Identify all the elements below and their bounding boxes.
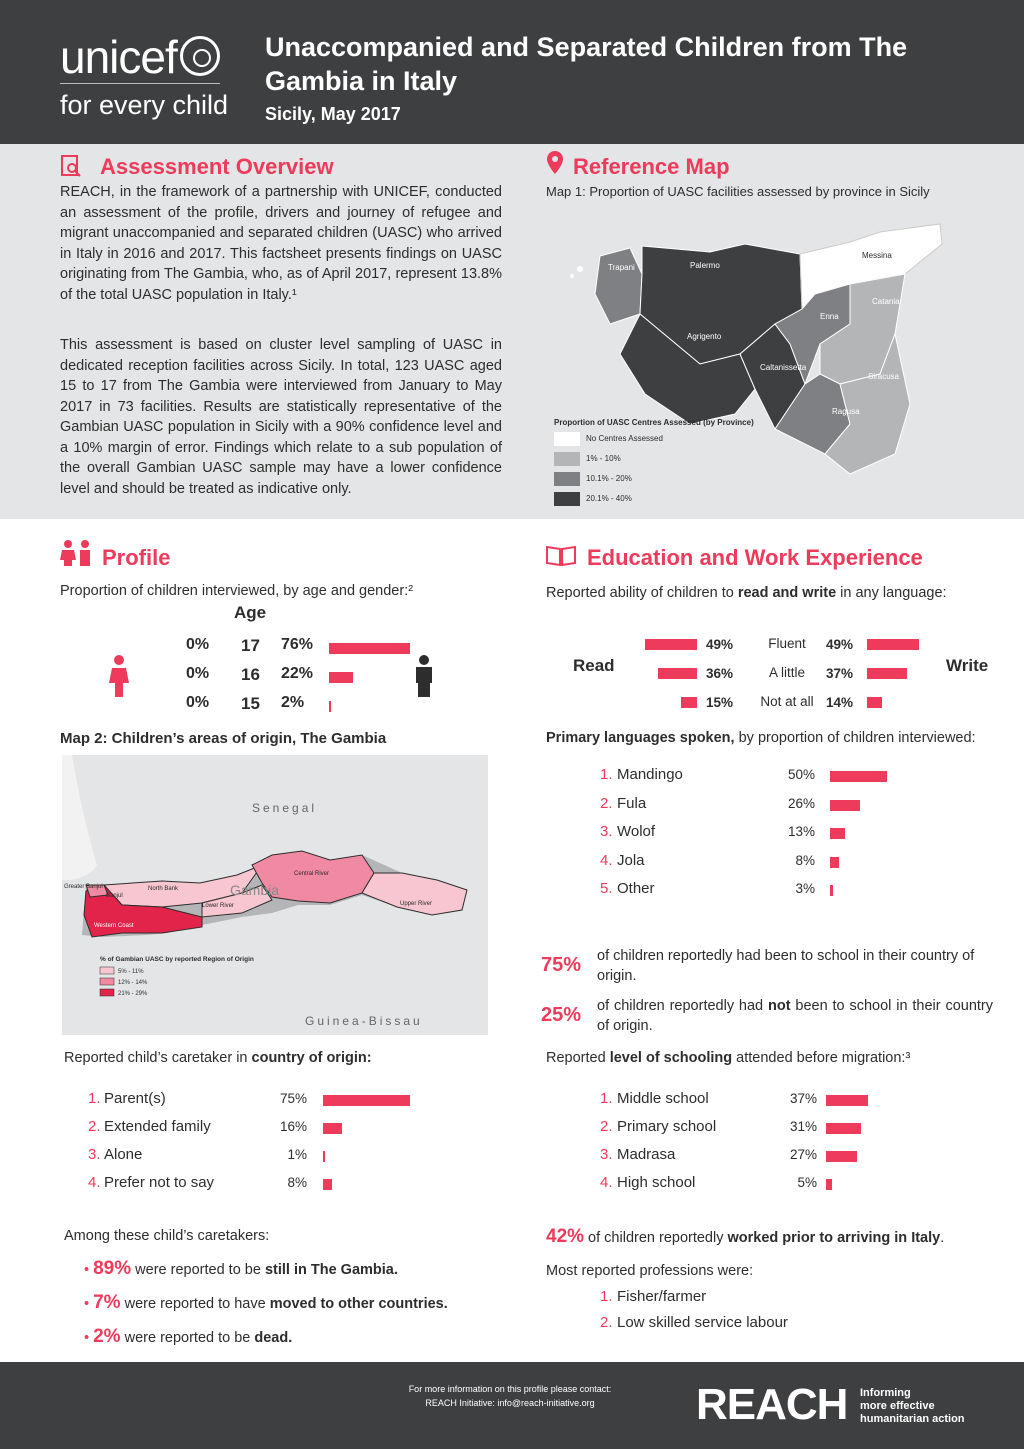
refmap-swatch-2 xyxy=(554,472,580,486)
unicef-tagline: for every child xyxy=(60,90,229,120)
footer xyxy=(0,1362,1024,1449)
refmap-swatch-0 xyxy=(554,432,580,446)
languages-lead: Primary languages spoken, by proportion of children interviewed: xyxy=(546,730,976,746)
bullet-pct: 89% xyxy=(93,1258,132,1279)
read-bar xyxy=(681,697,697,708)
caretaker-num: 4. xyxy=(88,1174,101,1191)
caretaker-num: 1. xyxy=(88,1090,101,1107)
label-senegal: Senegal xyxy=(252,801,318,815)
logo-divider xyxy=(60,83,220,84)
schooling-num: 3. xyxy=(600,1146,613,1163)
map2-title: Map 2: Children’s areas of origin, The Gambia xyxy=(60,730,387,747)
write-pct: 14% xyxy=(826,695,854,710)
skill-label: Not at all xyxy=(760,694,814,709)
refmap-caption: Map 1: Proportion of UASC facilities assessed by province in Sicily xyxy=(546,184,930,199)
caretaker-pct: 75% xyxy=(280,1091,308,1106)
caretaker-label: Alone xyxy=(104,1146,143,1163)
schooling-lead: Reported level of schooling attended before migration:³ xyxy=(546,1050,911,1066)
document-search-icon xyxy=(60,154,82,178)
write-pct: 49% xyxy=(826,637,854,652)
schooling-bar xyxy=(826,1151,857,1162)
schooling-pct: 27% xyxy=(789,1147,817,1162)
bullet-text: were reported to be xyxy=(120,1330,255,1346)
label-lower-river: Lower River xyxy=(202,903,235,909)
skill-label: A little xyxy=(768,665,806,680)
label-western-coast: Western Coast xyxy=(94,923,134,929)
label-ragusa: Ragusa xyxy=(832,407,860,416)
language-num: 2. xyxy=(600,794,613,812)
page-subtitle: Sicily, May 2017 xyxy=(265,104,401,124)
label-agrigento: Agrigento xyxy=(687,332,722,341)
refmap-legend-3: 20.1% - 40% xyxy=(586,494,632,503)
schooling-num: 1. xyxy=(600,1090,613,1107)
label-greater-banjul: Greater Banjul xyxy=(64,884,103,890)
bullet-dot: • xyxy=(84,1330,94,1346)
female-pct: 0% xyxy=(186,665,210,682)
age-value: 17 xyxy=(241,636,260,655)
language-label: Other xyxy=(617,880,655,897)
profession-num: 2. xyxy=(600,1314,613,1331)
read-bar xyxy=(658,668,697,679)
schooling-pct: 31% xyxy=(789,1119,817,1134)
language-label: Fula xyxy=(617,794,647,812)
map2-legend-2: 21% - 29% xyxy=(118,991,148,997)
label-palermo: Palermo xyxy=(690,261,720,270)
refmap-swatch-3 xyxy=(554,492,580,506)
profile-title: Profile xyxy=(102,545,171,570)
language-num: 4. xyxy=(600,851,613,869)
female-pct: 0% xyxy=(186,694,210,711)
bullet-text: were reported to have xyxy=(120,1296,270,1312)
school-yes-text: of children reportedly had been to school in their country of origin. xyxy=(597,948,975,984)
label-catania: Catania xyxy=(872,297,900,306)
skill-label: Fluent xyxy=(768,636,806,651)
header xyxy=(0,0,1024,144)
age-value: 16 xyxy=(241,665,260,684)
label-gambia: Gambia xyxy=(230,882,280,898)
refmap-legend-1: 1% - 10% xyxy=(586,454,621,463)
write-label: Write xyxy=(946,656,989,675)
schooling-label: Primary school xyxy=(617,1118,717,1135)
bullet-pct: 7% xyxy=(93,1292,121,1313)
male-pct: 2% xyxy=(281,694,305,711)
schooling-pct: 5% xyxy=(797,1175,817,1190)
language-num: 3. xyxy=(600,823,613,840)
map2-legend-title: % of Gambian UASC by reported Region of Origin xyxy=(100,956,254,963)
language-num: 1. xyxy=(600,766,613,783)
label-enna: Enna xyxy=(820,312,839,321)
page-title: Unaccompanied and Separated Children from The Gambia in Italy xyxy=(265,32,908,96)
bullet-dot: • xyxy=(84,1262,94,1278)
map-pin-icon xyxy=(546,150,564,176)
label-upper-river: Upper River xyxy=(400,901,433,907)
female-pct: 0% xyxy=(186,636,210,653)
male-bar xyxy=(329,672,353,683)
label-guinea-bissau: Guinea-Bissau xyxy=(305,1014,423,1028)
refmap-title: Reference Map xyxy=(573,154,730,179)
overview-paragraph-1: REACH, in the framework of a partnership with UNICEF, conducted an assessment of the profile, drivers and journey of refugee and migrant unaccompanied and separated children (UASC) who arrived in Italy in 2016 and 2017. This factsheet presents findings on UASC originating from The Gambia, who, as of April 2017, represent 13.8% of the total UASC population in Italy.¹ xyxy=(60,184,502,303)
footer-contact-2[interactable]: REACH Initiative: info@reach-initiative.org xyxy=(425,1398,595,1408)
refmap-swatch-1 xyxy=(554,452,580,466)
language-label: Jola xyxy=(617,851,645,869)
caretaker-num: 2. xyxy=(88,1118,101,1135)
schooling-label: High school xyxy=(617,1174,696,1191)
language-bar xyxy=(830,771,887,782)
caretaker-pct: 1% xyxy=(287,1147,307,1162)
language-bar xyxy=(830,828,845,839)
profession-num: 1. xyxy=(600,1288,613,1305)
male-icon xyxy=(413,655,435,697)
map2-legend-1: 12% - 14% xyxy=(118,980,148,986)
label-banjul: Banjul xyxy=(106,893,123,899)
write-pct: 37% xyxy=(826,666,854,681)
schooling-num: 4. xyxy=(600,1174,613,1191)
bullet-text: were reported to be xyxy=(131,1262,265,1278)
write-bar xyxy=(867,668,907,679)
male-bar xyxy=(329,643,410,654)
school-no-text: of children reportedly had not been to school in their country of origin. xyxy=(597,998,993,1034)
bullet-pct: 2% xyxy=(93,1326,121,1347)
male-pct: 76% xyxy=(281,636,314,653)
reach-tagline: Informing more effective humanitarian action xyxy=(860,1387,965,1425)
caretaker-bullet xyxy=(84,1292,448,1314)
read-label: Read xyxy=(573,656,615,675)
bullet-bold: still in The Gambia. xyxy=(264,1262,398,1278)
map2-legend-0: 5% - 11% xyxy=(118,969,144,975)
label-central-river: Central River xyxy=(294,871,330,877)
caretaker-bar xyxy=(323,1179,332,1190)
caretaker-bar xyxy=(323,1151,325,1162)
write-bar xyxy=(867,697,882,708)
language-pct: 50% xyxy=(787,767,815,782)
caretaker-bar xyxy=(323,1095,410,1106)
bullet-bold: moved to other countries. xyxy=(269,1296,448,1312)
age-label: Age xyxy=(234,603,267,622)
caretaker-num: 3. xyxy=(88,1146,101,1163)
read-bar xyxy=(645,639,697,650)
refmap-legend-2: 10.1% - 20% xyxy=(586,474,632,483)
school-no-pct: 25% xyxy=(541,1004,582,1026)
caretaker-label: Parent(s) xyxy=(104,1090,166,1107)
schooling-bar xyxy=(826,1123,861,1134)
read-pct: 15% xyxy=(706,695,734,710)
language-label: Wolof xyxy=(617,823,656,840)
schooling-pct: 37% xyxy=(789,1091,817,1106)
language-bar xyxy=(830,885,833,896)
overview-band xyxy=(0,144,1024,519)
schooling-bar xyxy=(826,1179,832,1190)
bullet-bold: dead. xyxy=(254,1330,293,1346)
read-pct: 36% xyxy=(706,666,734,681)
reach-logo: REACH xyxy=(696,1380,848,1429)
language-pct: 3% xyxy=(795,881,815,896)
caretaker-label: Extended family xyxy=(104,1118,211,1135)
caretaker-bullet xyxy=(84,1326,292,1348)
gambia-map xyxy=(62,755,488,1035)
language-label: Mandingo xyxy=(617,766,683,783)
language-bar xyxy=(830,800,860,811)
label-trapani: Trapani xyxy=(608,263,635,272)
language-num: 5. xyxy=(600,880,613,897)
footer-contact-1: For more information on this profile please contact: xyxy=(408,1384,612,1394)
caretaker-label: Prefer not to say xyxy=(104,1174,215,1191)
readwrite-lead: Reported ability of children to read and write in any language: xyxy=(546,585,947,601)
female-icon xyxy=(108,655,130,697)
caretaker-bullet xyxy=(84,1258,398,1280)
profession-label: Fisher/farmer xyxy=(617,1288,707,1305)
schooling-num: 2. xyxy=(600,1118,613,1135)
education-title: Education and Work Experience xyxy=(587,545,923,570)
work-line: 42% of children reportedly worked prior to arriving in Italy. xyxy=(546,1226,945,1247)
write-bar xyxy=(867,639,919,650)
schooling-label: Middle school xyxy=(617,1090,709,1107)
school-yes-pct: 75% xyxy=(541,954,582,976)
label-siracusa: Siracusa xyxy=(868,372,900,381)
language-pct: 8% xyxy=(795,852,815,868)
language-bar xyxy=(830,857,839,868)
schooling-bar xyxy=(826,1095,868,1106)
male-bar xyxy=(329,701,331,712)
label-north-bank: North Bank xyxy=(148,886,179,892)
caretaker-bar xyxy=(323,1123,342,1134)
language-pct: 13% xyxy=(787,824,815,839)
professions-lead: Most reported professions were: xyxy=(546,1263,754,1279)
unicef-logo: unicef xyxy=(60,31,177,83)
overview-paragraph-2: This assessment is based on cluster level sampling of UASC in dedicated reception facilities across Sicily. In total, 123 UASC aged 15 to 17 from The Gambia were interviewed from January to May 2017 in 73 facilities. Results are statistically representative of the Gambian UASC population in Sicily with a 90% confidence level and a 10% margin of error. Findings which relate to a sub population of the overall Gambian UASC sample may have a lower confidence level and should be treated as indicative only. xyxy=(60,337,502,497)
book-icon xyxy=(546,544,576,566)
caretaker-among: Among these child’s caretakers: xyxy=(64,1228,270,1244)
bullet-dot: • xyxy=(84,1296,94,1312)
male-pct: 22% xyxy=(281,665,314,682)
caretaker-pct: 16% xyxy=(280,1119,308,1134)
overview-title: Assessment Overview xyxy=(100,154,334,179)
read-pct: 49% xyxy=(706,637,734,652)
profession-label: Low skilled service labour xyxy=(617,1314,788,1331)
unicef-globe-icon xyxy=(180,36,220,76)
refmap-legend-title: Proportion of UASC Centres Assessed (by Province) xyxy=(554,418,754,427)
caretaker-pct: 8% xyxy=(287,1175,307,1190)
refmap-legend-0: No Centres Assessed xyxy=(586,434,663,443)
label-caltanissetta: Caltanissetta xyxy=(760,363,807,372)
language-pct: 26% xyxy=(787,795,815,811)
caretaker-lead: Reported child’s caretaker in country of origin: xyxy=(64,1050,372,1066)
sicily-map xyxy=(550,214,950,514)
children-icon xyxy=(60,540,94,566)
age-value: 15 xyxy=(241,694,260,713)
profile-lead: Proportion of children interviewed, by age and gender:² xyxy=(60,583,414,599)
schooling-label: Madrasa xyxy=(617,1146,676,1163)
label-messina: Messina xyxy=(862,251,892,260)
